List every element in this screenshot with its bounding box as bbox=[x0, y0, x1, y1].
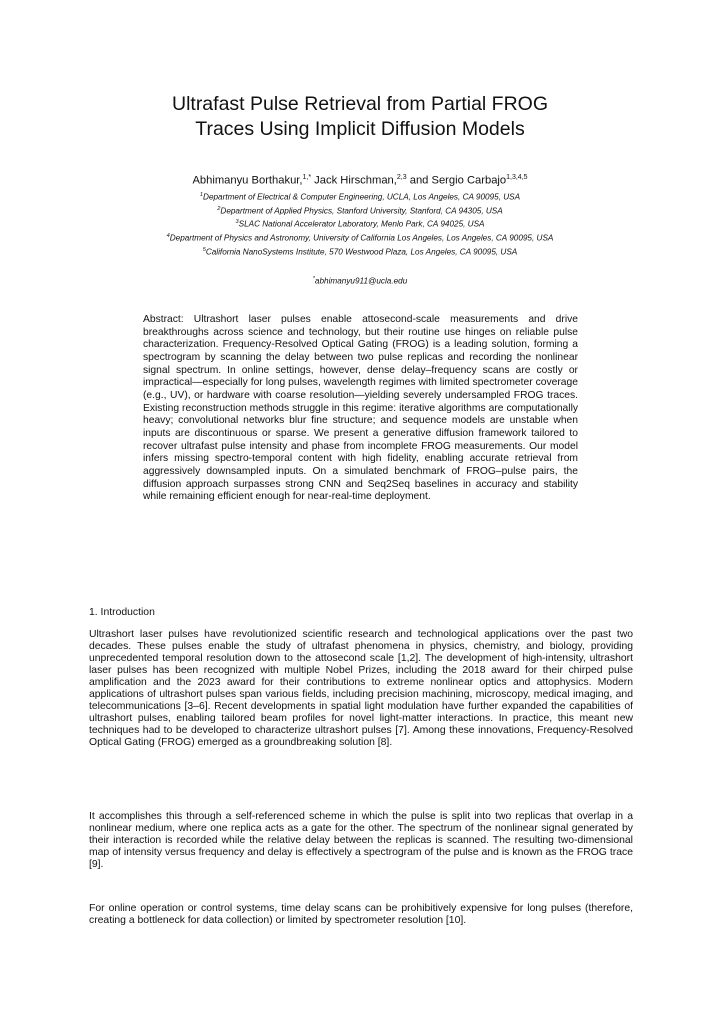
author-list bbox=[60, 171, 660, 188]
author-affiliation-mark: 2,3 bbox=[396, 174, 407, 181]
affiliation-text: Department of Applied Physics, Stanford University, Stanford, CA 94305, USA bbox=[220, 206, 503, 216]
paragraph-3: For online operation or control systems, time delay scans can be prohibitively expensive for long pulses (therefore, creating a bottleneck for data collection) or limited by spectrometer resolution [10]. bbox=[89, 903, 633, 926]
affiliation-1 bbox=[60, 190, 660, 204]
affiliation-mark: 1 bbox=[199, 192, 204, 198]
affiliation-mark: 2 bbox=[217, 205, 221, 212]
affiliation-2 bbox=[60, 204, 660, 218]
affiliation-mark: 3 bbox=[235, 219, 239, 226]
affiliation-3 bbox=[60, 217, 660, 231]
affiliation-4 bbox=[60, 231, 660, 245]
abstract: Abstract: Ultrashort laser pulses enable attosecond-scale measurements and drive breakthroughs across science and technology, but their routine use hinges on reliable pulse characterization. Frequency-Resolved Optical Gating (FROG) is a leading solution, forming a spectrogram by scanning the delay between two pulse replicas and recording the nonlinear signal spectrum. In online settings, however, dense delay–frequency scans are costly or impractical—especially for long pulses, wavelength regimes with limited spectrometer coverage (e.g., UV), or hardware with coarse resolution—yielding severely undersampled FROG traces. Existing reconstruction methods struggle in this regime: iterative algorithms are computationally heavy; convolutional networks blur fine structure; and sequence models are unstable when inputs are discontinuous or sparse. We present a generative diffusion framework tailored to recover ultrafast pulse intensity and phase from incomplete FROG measurements. Our model infers missing spectro-temporal content with high fidelity, enabling accurate retrieval from aggressively downsampled inputs. On a simulated benchmark of FROG–pulse pairs, the diffusion approach surpasses strong CNN and Seq2Seq baselines in accuracy and stability while remaining efficient enough for near-real-time deployment. bbox=[143, 314, 578, 503]
author-affiliation-mark: 1,3,4,5 bbox=[506, 174, 528, 181]
affiliation-list bbox=[60, 190, 660, 258]
email-mark: * bbox=[312, 276, 315, 282]
affiliation-mark: 5 bbox=[202, 246, 206, 253]
title-line-2: Traces Using Implicit Diffusion Models bbox=[195, 118, 525, 140]
affiliation-mark: 4 bbox=[166, 232, 170, 239]
paper-title bbox=[60, 92, 660, 142]
paragraph-1: Ultrashort laser pulses have revolutionized scientific research and technological applications over the past two decades. These pulses enable the study of ultrafast phenomena in physics, chemistry, and biology, providing unprecedented temporal resolution down to the attosecond scale [1,2]. The development of high-intensity, ultrashort laser pulses has been recognized with multiple Nobel Prizes, including the 2018 award for their chirped pulse amplification and the 2023 award for their contributions to extreme nonlinear optics and attophysics. Modern applications of ultrashort pulses span various fields, including precision machining, microscopy, medical imaging, and telecommunications [3–6]. Recent developments in spatial light modulation have further expanded the capabilities of ultrashort pulses, enabling tailored beam profiles for novel light-matter interactions. In practice, this meant new techniques had to be developed to characterize ultrashort pulses [7]. Among these innovations, Frequency-Resolved Optical Gating (FROG) emerged as a groundbreaking solution [8]. bbox=[89, 629, 633, 748]
section-heading-introduction: 1. Introduction bbox=[89, 607, 155, 618]
title-line-1: Ultrafast Pulse Retrieval from Partial FROG bbox=[171, 93, 548, 115]
author-name: Jack Hirschman, bbox=[311, 174, 397, 187]
affiliation-text: Department of Electrical & Computer Engineering, UCLA, Los Angeles, CA 90095, USA bbox=[203, 192, 521, 202]
author-name: Abhimanyu Borthakur, bbox=[192, 174, 303, 187]
paragraph-2: It accomplishes this through a self-referenced scheme in which the pulse is split into two replicas that overlap in a nonlinear medium, where one replica acts as a gate for the other. The spectrum of the nonlinear signal generated by their interaction is recorded while the relative delay between the replicas is scanned. The resulting two-dimensional map of intensity versus frequency and delay is effectively a spectrogram of the pulse and is known as the FROG trace [9]. bbox=[89, 811, 633, 870]
affiliation-text: SLAC National Accelerator Laboratory, Menlo Park, CA 94025, USA bbox=[238, 220, 485, 230]
corresponding-email[interactable] bbox=[60, 274, 660, 287]
affiliation-5 bbox=[60, 245, 660, 259]
author-affiliation-mark: 1,* bbox=[302, 174, 312, 181]
email-address[interactable]: abhimanyu911@ucla.edu bbox=[314, 276, 408, 286]
affiliation-text: Department of Physics and Astronomy, University of California Los Angeles, Los Angeles, CA 90095, USA bbox=[169, 233, 554, 243]
affiliation-text: California NanoSystems Institute, 570 Westwood Plaza, Los Angeles, CA 90095, USA bbox=[205, 247, 518, 257]
author-name: and Sergio Carbajo bbox=[406, 174, 507, 187]
